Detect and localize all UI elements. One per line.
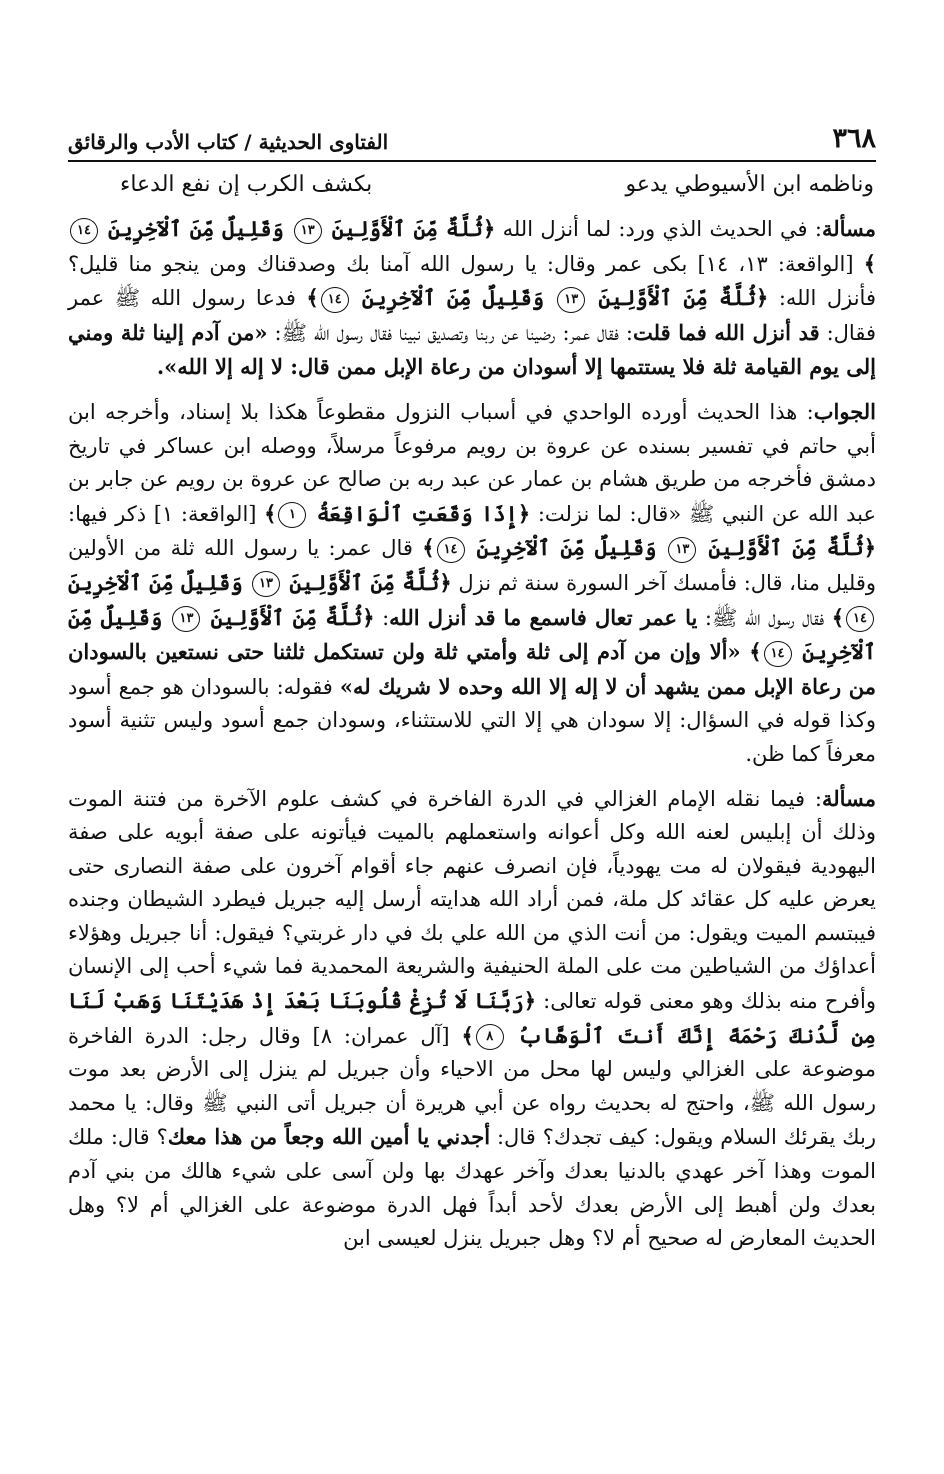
answer-label: الجواب (813, 398, 876, 424)
question-label: مسألة (821, 216, 877, 241)
verse-number-marker: ١٣ (252, 571, 280, 597)
verse-hemistich-1: وناظمه ابن الأسيوطي يدعو (625, 172, 874, 197)
verse-number-marker: ١٤ (437, 537, 465, 563)
quran-quote: ﴿رَبَّنَا لَا تُزِغْ قُلُوبَنَا بَعْدَ إِذْ هَدَيْتَنَا وَهَبْ لَنَا مِن لَّدُنكَ رَحْمَةً إِنَّكَ أَنتَ ٱلْوَهَّابُ ٨﴾ (68, 988, 876, 1048)
verse-number-marker: ١٣ (172, 606, 200, 632)
page-body (68, 212, 876, 1256)
page-header (68, 118, 876, 154)
verse-number-marker: ١ (278, 502, 306, 528)
poem-verse (120, 172, 874, 212)
verse-number-marker: ١٣ (294, 218, 322, 244)
verse-number-marker: ١٣ (668, 537, 696, 563)
answer-1: الجواب: هذا الحديث أورده الواحدي في أسباب النزول مقطوعاً هكذا بلا إسناد، وأخرجه ابن أبي حاتم في تفسير بسنده عن عروة بن رويم مرفوعاً مرسلاً، ووصله ابن عساكر في تاريخ دمشق فأخرجه من طريق هشام بن عمار عن عبد ربه بن صالح عن عروة بن رويم عن جابر بن عبد الله عن النبي ﷺ «قال: لما نزلت: ﴿إِذَا وَقَعَتِ ٱلْوَاقِعَةُ ١﴾ [الواقعة: ١] ذكر فيها: ﴿ثُلَّةٌ مِّنَ ٱلْأَوَّلِينَ ١٣ وَقَلِيلٌ مِّنَ ٱلْآخِرِينَ ١٤﴾ قال عمر: يا رسول الله ثلة من الأولين وقليل منا، قال: فأمسك آخر السورة سنة ثم نزل ﴿ثُلَّةٌ مِّنَ ٱلْأَوَّلِينَ ١٣ وَقَلِيلٌ مِّنَ ٱلْآخِرِينَ ١٤﴾ فقال رسول الله ﷺ: يا عمر تعال فاسمع ما قد أنزل الله: ﴿ثُلَّةٌ مِّنَ ٱلْأَوَّلِينَ ١٣ وَقَلِيلٌ مِّنَ ٱلْآخِرِينَ ١٤﴾ «ألا وإن من آدم إلى ثلة وأمتي ثلة ولن تستكمل ثلثنا حتى نستعين بالسودان من رعاة الإبل ممن يشهد أن لا إله إلا الله وحده لا شريك له» فقوله: بالسودان هو جمع أسود وكذا قوله في السؤال: إلا سودان هي إلا التي للاستثناء، وسودان جمع أسود وليس تثنية أسود معرفاً كما ظن. (68, 398, 877, 766)
quran-quote: ﴿ثُلَّةٌ مِّنَ ٱلْأَوَّلِينَ ١٣ وَقَلِيلٌ مِّنَ ٱلْآخِرِينَ ١٤﴾ (306, 285, 768, 310)
page-number: ٣٦٨ (832, 123, 876, 154)
hadith-quote: «ألا وإن من آدم إلى ثلة وأمتي ثلة ولن تستكمل ثلثنا حتى نستعين بالسودان من رعاة الإبل ممن يشهد أن لا إله إلا الله وحده لا شريك له» (68, 639, 876, 699)
quran-quote: ﴿إِذَا وَقَعَتِ ٱلْوَاقِعَةُ ١﴾ (264, 501, 530, 526)
quran-quote: ﴿ثُلَّةٌ مِّنَ ٱلْأَوَّلِينَ ١٣ وَقَلِيلٌ مِّنَ ٱلْآخِرِينَ ١٤﴾ (422, 535, 876, 560)
question-2: مسألة: فيما نقله الإمام الغزالي في الدرة الفاخرة في كشف علوم الآخرة من فتنة الموت وذلك أن إبليس لعنه الله وكل أعوانه واستعملهم بالميت فيأتونه على صفة أبويه على صفة اليهودية فيقولان له مت يهودياً، فإن انصرف عنهم جاء أقوام آخرون على صفة النصارى حتى يعرض عليه كل عقائد كل ملة، فمن أراد الله هدايته أرسل إليه جبريل فيطرد الشيطان وجنده فيبتسم الميت ويقول: من أنت الذي من الله علي بك في دار غربتي؟ فيقول: أنا جبريل وهؤلاء أعداؤك من الشياطين مت على الملة الحنيفية والشريعة المحمدية فما شيء أحب إلى الإنسان وأفرح منه بذلك وهو معنى قوله تعالى: ﴿رَبَّنَا لَا تُزِغْ قُلُوبَنَا بَعْدَ إِذْ هَدَيْتَنَا وَهَبْ لَنَا مِن لَّدُنكَ رَحْمَةً إِنَّكَ أَنتَ ٱلْوَهَّابُ ٨﴾ [آل عمران: ٨] وقال رجل: الدرة الفاخرة موضوعة على الغزالي وليس لها محل من الاحياء وأن جبريل لم ينزل إلى الأرض بعد موت رسول الله ﷺ، واحتج له بحديث رواه عن أبي هريرة أن جبريل أتى النبي ﷺ وقال: يا محمد ربك يقرئك السلام ويقول: كيف تجدك؟ قال: أجدني يا أمين الله وجعاً من هذا معك؟ قال: ملك الموت وهذا آخر عهدي بالدنيا بعدك وآخر عهدك بها ولن آسى على شيء هالك من بني آدم بعدك ولن أهبط إلى الأرض بعدك لأحد أبداً فهل الدرة موضوعة على الغزالي أم لا؟ وهل الحديث المعارض له صحيح أم لا؟ وهل جبريل ينزل لعيسى ابن (68, 785, 877, 1251)
quran-quote: ﴿ثُلَّةٌ مِّنَ ٱلْأَوَّلِينَ ١٣ وَقَلِيلٌ مِّنَ ٱلْآخِرِينَ ١٤﴾ (68, 570, 876, 630)
question-label: مسألة (821, 785, 876, 811)
quran-quote: ﴿ثُلَّةٌ مِّنَ ٱلْأَوَّلِينَ ١٣ وَقَلِيلٌ مِّنَ ٱلْآخِرِينَ ١٤﴾ (68, 216, 876, 276)
hadith-quote: «من آدم إلينا ثلة ومني إلى يوم القيامة ثلة فلا يستتمها إلا أسودان من رعاة الإبل ممن قال: لا إله إلا الله». (68, 319, 876, 380)
verse-number-marker: ١٤ (70, 218, 98, 244)
question-1: مسألة: في الحديث الذي ورد: لما أنزل الله ﴿ثُلَّةٌ مِّنَ ٱلْأَوَّلِينَ ١٣ وَقَلِيلٌ مِّنَ ٱلْآخِرِينَ ١٤﴾ [الواقعة: ١٣، ١٤] بكى عمر وقال: يا رسول الله آمنا بك وصدقناك ومن ينجو منا قليل؟ فأنزل الله: ﴿ثُلَّةٌ مِّنَ ٱلْأَوَّلِينَ ١٣ وَقَلِيلٌ مِّنَ ٱلْآخِرِينَ ١٤﴾ فدعا رسول الله ﷺ عمر فقال: قد أنزل الله فما قلت: فقال عمر: رضينا عن ربنا وتصديق نبينا فقال رسول الله ﷺ: «من آدم إلينا ثلة ومني إلى يوم القيامة ثلة فلا يستتمها إلا أسودان من رعاة الإبل ممن قال: لا إله إلا الله». (68, 216, 877, 380)
verse-number-marker: ٨ (476, 1024, 504, 1050)
verse-number-marker: ١٤ (321, 287, 349, 313)
verse-number-marker: ١٤ (846, 606, 874, 632)
header-rule (68, 160, 876, 162)
verse-hemistich-2: بكشف الكرب إن نفع الدعاء (120, 172, 373, 197)
running-title: الفتاوى الحديثية / كتاب الأدب والرقائق (68, 130, 389, 154)
verse-number-marker: ١٣ (557, 287, 585, 313)
verse-number-marker: ١٤ (764, 641, 792, 667)
quran-quote: ﴿ثُلَّةٌ مِّنَ ٱلْأَوَّلِينَ ١٣ وَقَلِيلٌ مِّنَ ٱلْآخِرِينَ ١٤﴾ (68, 605, 876, 665)
